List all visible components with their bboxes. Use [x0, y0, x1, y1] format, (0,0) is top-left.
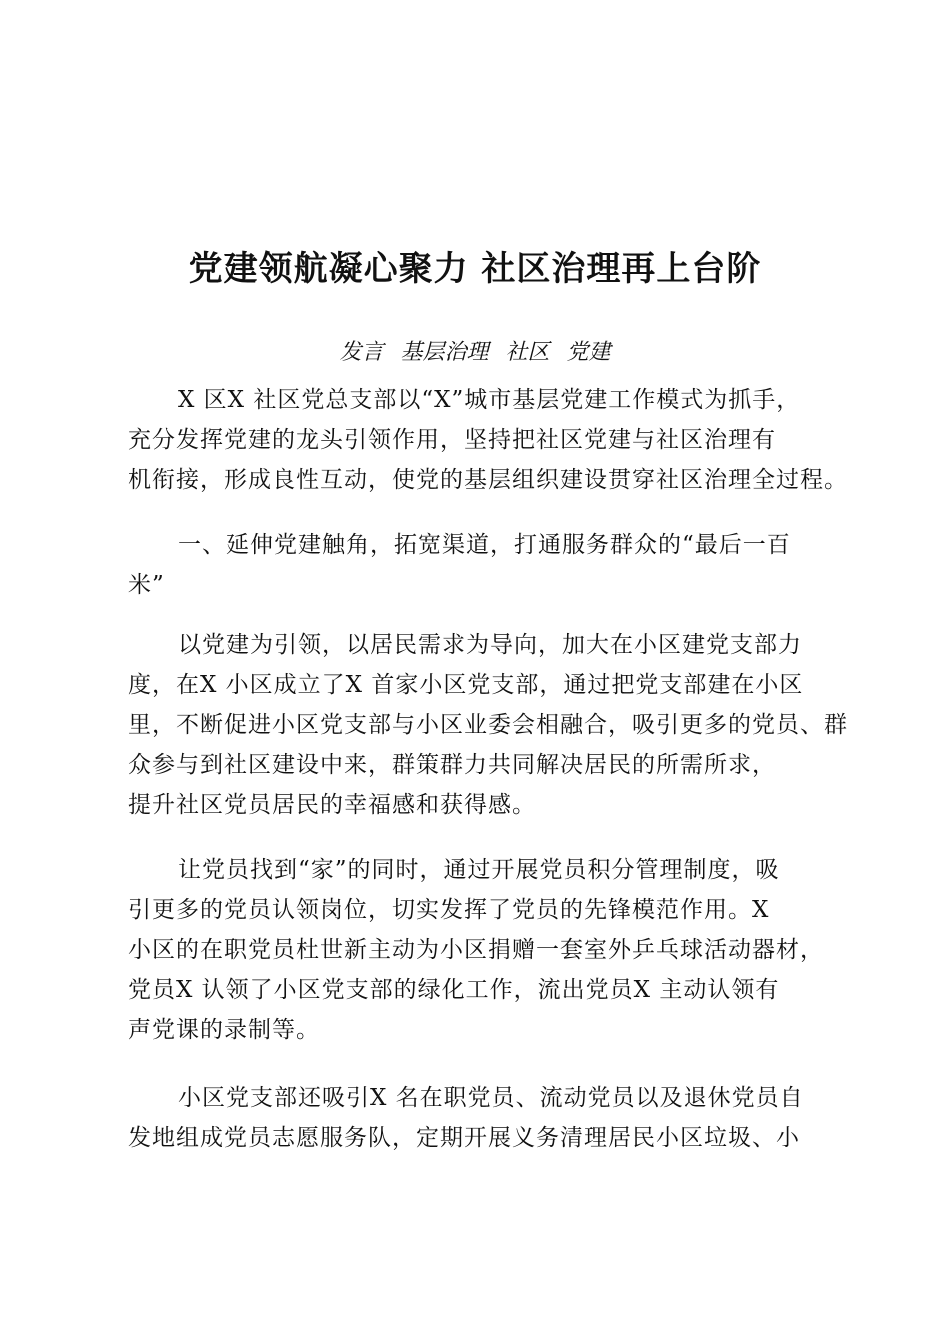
keyword-tag: 社区 — [505, 340, 550, 365]
text-line: 机衔接，形成良性互动，使党的基层组织建设贯穿社区治理全过程。 — [128, 467, 848, 493]
keyword-tag: 党建 — [566, 340, 611, 365]
text-line: 一、延伸党建触角，拓宽渠道，打通服务群众的“最后一百 — [178, 532, 791, 558]
text-line: 让党员找到“家”的同时，通过开展党员积分管理制度，吸 — [178, 857, 780, 883]
text-line: 度，在X 小区成立了X 首家小区党支部，通过把党支部建在小区 — [128, 672, 804, 698]
section-heading — [128, 525, 848, 605]
text-line: 党员X 认领了小区党支部的绿化工作，流出党员X 主动认领有 — [128, 977, 780, 1003]
keyword-tag: 基层治理 — [400, 340, 489, 365]
document-title: 党建领航凝心聚力 社区治理再上台阶 — [188, 248, 762, 289]
text-line: X 区X 社区党总支部以“X”城市基层党建工作模式为抓手， — [178, 387, 801, 413]
text-line: 引更多的党员认领岗位，切实发挥了党员的先锋模范作用。X — [128, 897, 770, 923]
paragraph-body — [128, 1078, 848, 1158]
text-line: 小区党支部还吸引X 名在职党员、流动党员以及退休党员自 — [178, 1085, 804, 1111]
text-line: 米” — [128, 572, 165, 598]
text-line: 充分发挥党建的龙头引领作用，坚持把社区党建与社区治理有 — [128, 427, 776, 453]
text-line: 里，不断促进小区党支部与小区业委会相融合，吸引更多的党员、群 — [128, 712, 848, 738]
paragraph-intro — [128, 380, 848, 500]
text-line: 以党建为引领，以居民需求为导向，加大在小区建党支部力 — [178, 632, 802, 658]
text-line: 众参与到社区建设中来，群策群力共同解决居民的所需所求， — [128, 752, 776, 778]
paragraph-body — [128, 625, 848, 825]
keyword-tag: 发言 — [339, 340, 384, 365]
text-line: 发地组成党员志愿服务队，定期开展义务清理居民小区垃圾、小 — [128, 1125, 800, 1151]
text-line: 小区的在职党员杜世新主动为小区捐赠一套室外乒乓球活动器材， — [128, 937, 824, 963]
paragraph-body — [128, 850, 848, 1050]
keyword-tags — [0, 336, 950, 370]
text-line: 声党课的录制等。 — [128, 1017, 320, 1043]
text-line: 提升社区党员居民的幸福感和获得感。 — [128, 792, 536, 818]
